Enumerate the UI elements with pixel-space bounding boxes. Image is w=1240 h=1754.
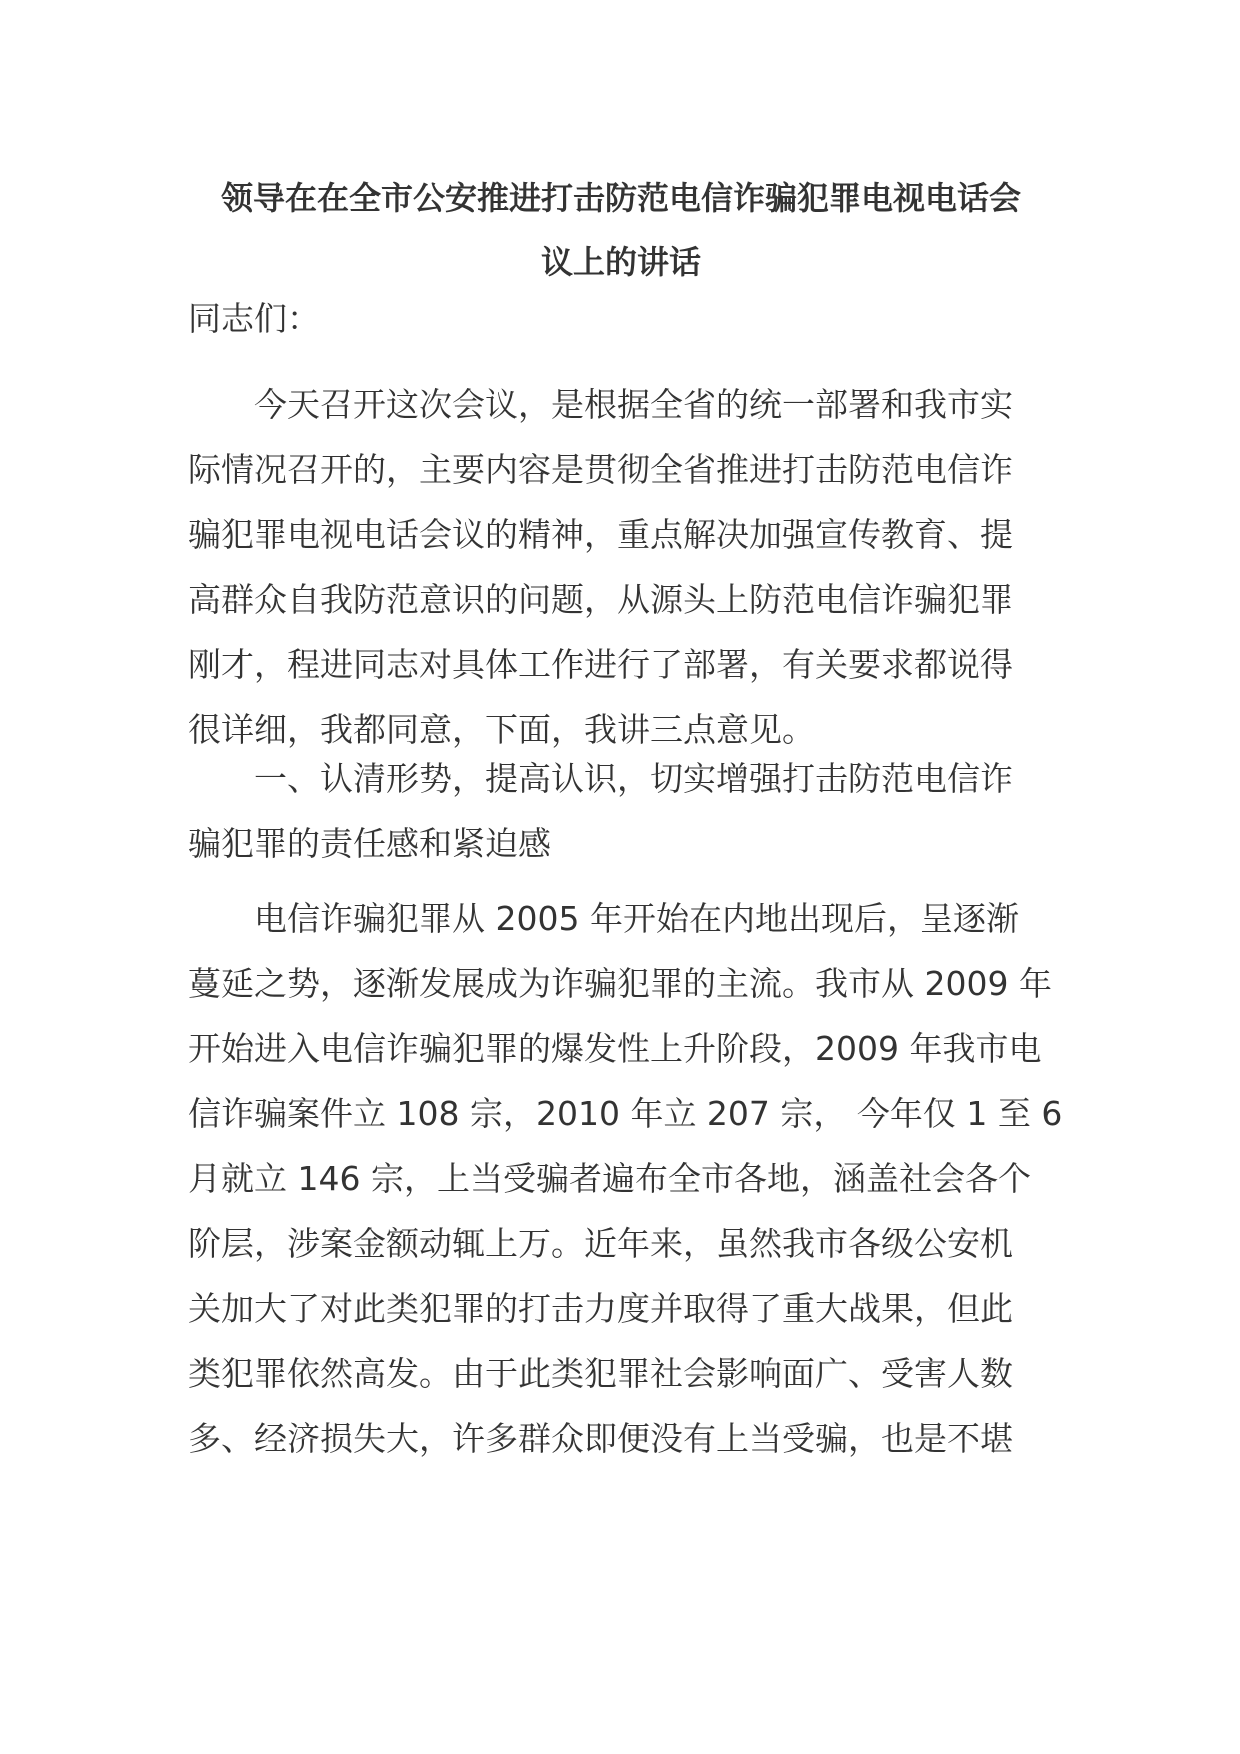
paragraph-line: 信诈骗案件立 108 宗，2010 年立 207 宗， 今年仅 1 至 6 (188, 1094, 1063, 1133)
paragraph-line: 很详细，我都同意，下面，我讲三点意见。 (188, 710, 815, 749)
heading-line: 骗犯罪的责任感和紧迫感 (188, 824, 551, 863)
salutation-text: 同志们： (188, 299, 320, 338)
paragraph-line: 际情况召开的，主要内容是贯彻全省推进打击防范电信诈 (188, 450, 1013, 489)
paragraph-line: 阶层，涉案金额动辄上万。近年来，虽然我市各级公安机 (188, 1224, 1013, 1263)
title-line-1: 领导在在全市公安推进打击防范电信诈骗犯罪电视电话会 (220, 179, 1021, 217)
document-title (186, 166, 1056, 294)
paragraph-line: 多、经济损失大，许多群众即便没有上当受骗，也是不堪 (188, 1419, 1013, 1458)
paragraph-line: 月就立 146 宗，上当受骗者遍布全市各地，涵盖社会各个 (188, 1159, 1031, 1198)
paragraph-line: 开始进入电信诈骗犯罪的爆发性上升阶段，2009 年我市电 (188, 1029, 1042, 1068)
section-heading-1 (188, 746, 1058, 876)
paragraph-line: 关加大了对此类犯罪的打击力度并取得了重大战果，但此 (188, 1289, 1013, 1328)
paragraph-line: 电信诈骗犯罪从 2005 年开始在内地出现后，呈逐渐 (254, 899, 1019, 938)
salutation (188, 286, 1058, 351)
paragraph-line: 刚才，程进同志对具体工作进行了部署，有关要求都说得 (188, 645, 1013, 684)
title-line-2: 议上的讲话 (540, 243, 701, 281)
paragraph-line: 高群众自我防范意识的问题，从源头上防范电信诈骗犯罪 (188, 580, 1013, 619)
paragraph-intro (188, 372, 1058, 762)
paragraph-line: 蔓延之势，逐渐发展成为诈骗犯罪的主流。我市从 2009 年 (188, 964, 1052, 1003)
heading-line: 一、认清形势，提高认识，切实增强打击防范电信诈 (254, 759, 1013, 798)
paragraph-line: 类犯罪依然高发。由于此类犯罪社会影响面广、受害人数 (188, 1354, 1013, 1393)
paragraph-background (188, 886, 1063, 1471)
paragraph-line: 今天召开这次会议，是根据全省的统一部署和我市实 (254, 385, 1013, 424)
paragraph-line: 骗犯罪电视电话会议的精神，重点解决加强宣传教育、提 (188, 515, 1013, 554)
